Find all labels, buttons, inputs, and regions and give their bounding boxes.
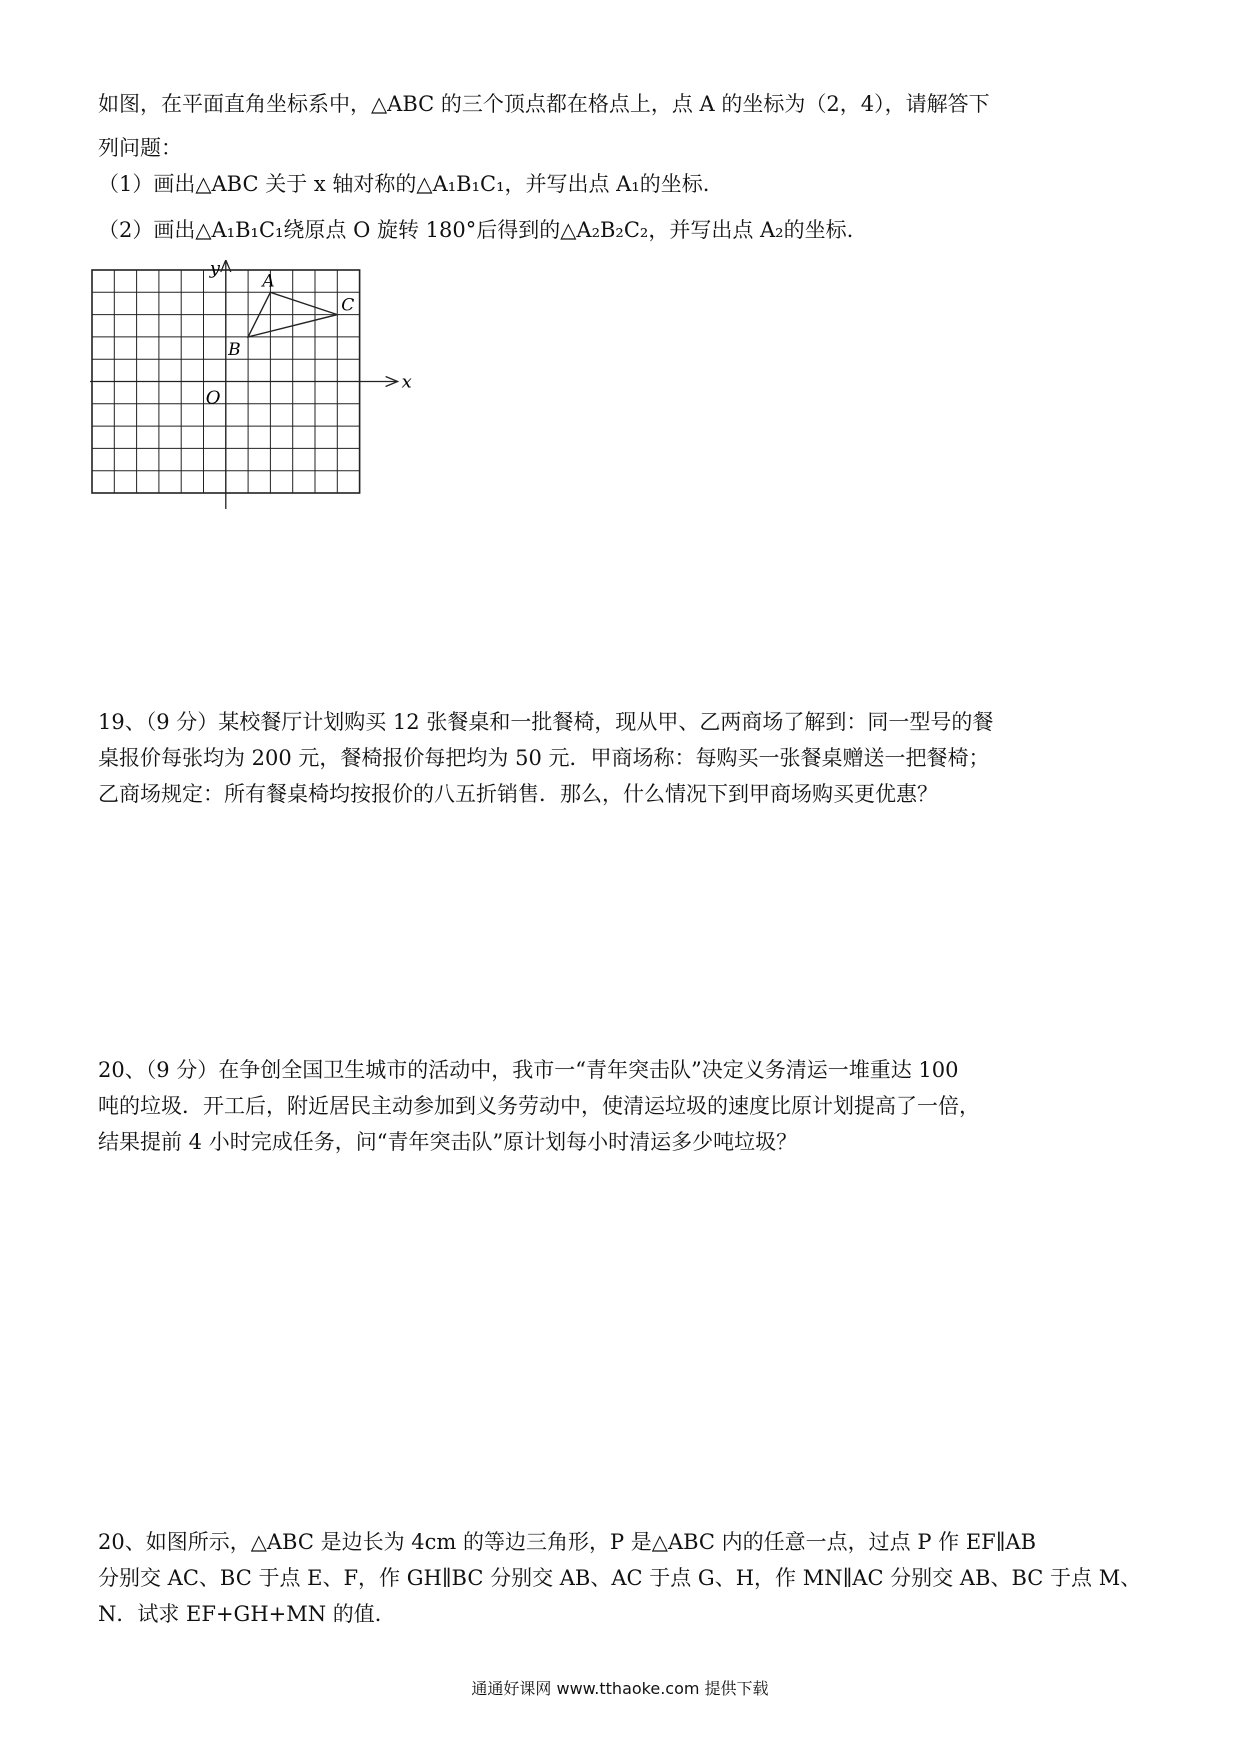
problem-19-line-1: 19、（9 分）某校餐厅计划购买 12 张餐桌和一批餐椅，现从甲、乙两商场了解到：同一型号的餐: [98, 710, 994, 734]
problem-19-line-3: 乙商场规定：所有餐桌椅均按报价的八五折销售．那么，什么情况下到甲商场购买更优惠？: [98, 782, 938, 806]
coordinate-grid-figure: [90, 260, 450, 520]
problem-20a-line-3: 结果提前 4 小时完成任务，问“青年突击队”原计划每小时清运多少吨垃圾？: [98, 1130, 798, 1154]
intro-line-2: 列问题：: [98, 136, 182, 160]
vertex-label-b: B: [228, 339, 241, 360]
problem-20b-line-3: N．试求 EF+GH+MN 的值．: [98, 1602, 396, 1626]
question-1: （1）画出△ABC 关于 x 轴对称的△A₁B₁C₁，并写出点 A₁的坐标.: [98, 172, 710, 196]
origin-label: O: [205, 387, 221, 409]
vertex-label-a: A: [262, 271, 275, 292]
intro-line-1: 如图，在平面直角坐标系中，△ABC 的三个顶点都在格点上，点 A 的坐标为（2，4），请解答下: [98, 92, 990, 116]
problem-20b-line-2: 分别交 AC、BC 于点 E、F，作 GH∥BC 分别交 AB、AC 于点 G、H，作 MN∥AC 分别交 AB、BC 于点 M、: [98, 1566, 1142, 1590]
question-2: （2）画出△A₁B₁C₁绕原点 O 旋转 180°后得到的△A₂B₂C₂，并写出点 A₂的坐标.: [98, 218, 854, 242]
problem-20b-line-1: 20、如图所示，△ABC 是边长为 4cm 的等边三角形，P 是△ABC 内的任意一点，过点 P 作 EF∥AB: [98, 1530, 1037, 1554]
x-axis-label: x: [401, 371, 412, 393]
vertex-label-c: C: [341, 295, 355, 316]
footer: 通通好课网 www.tthaoke.com 提供下载: [471, 1679, 769, 1698]
problem-20a-line-2: 吨的垃圾．开工后，附近居民主动参加到义务劳动中，使清运垃圾的速度比原计划提高了一倍，: [98, 1094, 980, 1118]
problem-19-line-2: 桌报价每张均为 200 元，餐椅报价每把均为 50 元．甲商场称：每购买一张餐桌赠送一把餐椅；: [98, 746, 990, 770]
problem-20a-line-1: 20、（9 分）在争创全国卫生城市的活动中，我市一“青年突击队”决定义务清运一堆重达 100: [98, 1058, 959, 1082]
y-axis-label: y: [209, 260, 220, 279]
